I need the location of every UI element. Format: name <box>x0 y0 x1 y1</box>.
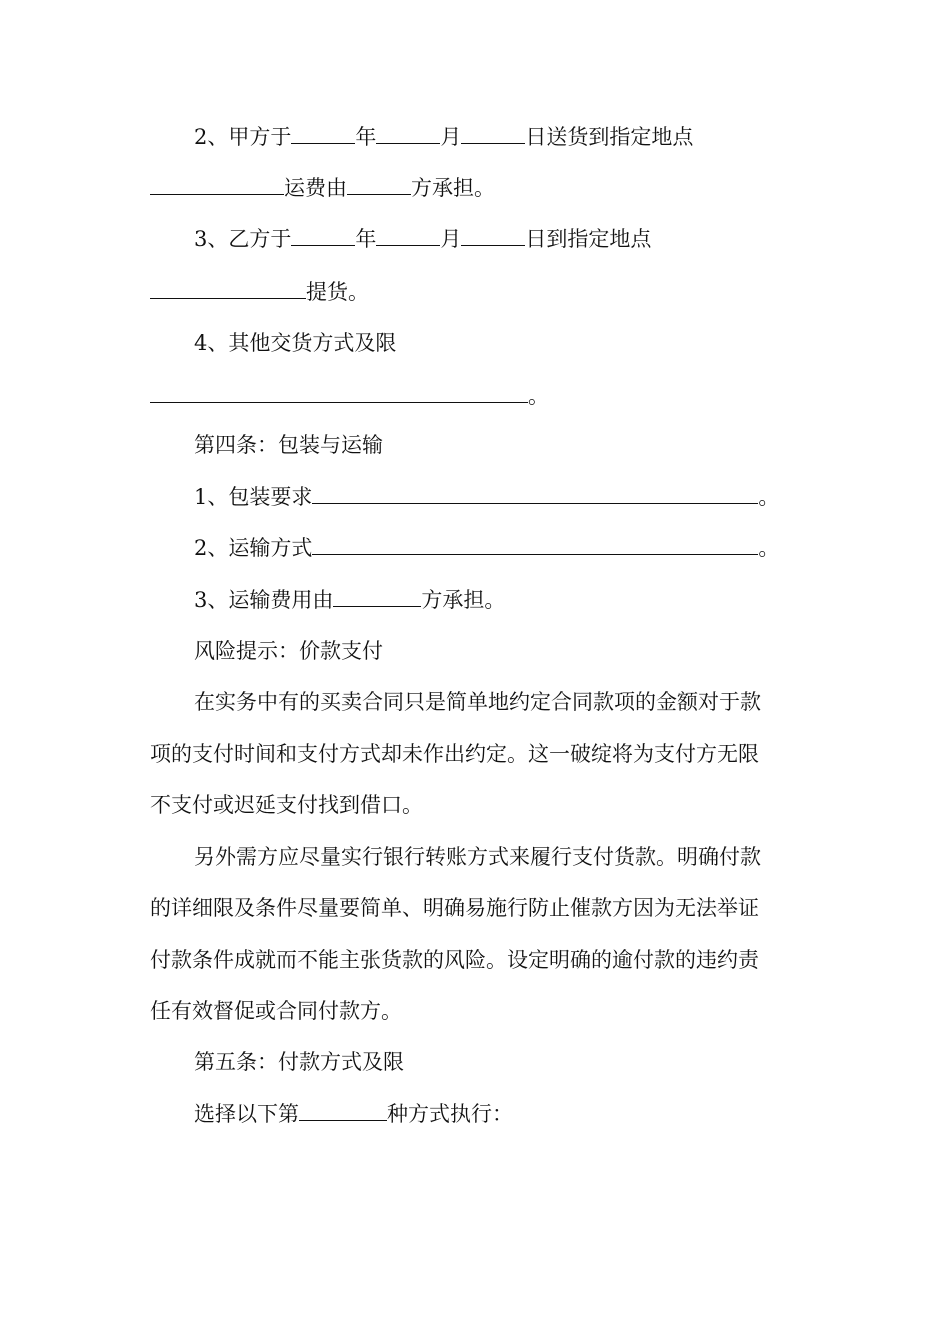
article-5-heading <box>194 1047 854 1077</box>
transport-method <box>194 533 854 563</box>
clause-3-pickup <box>150 277 810 307</box>
text: 年 <box>355 125 377 149</box>
text: 2、甲方于 <box>194 125 292 149</box>
article-4-heading <box>194 430 854 460</box>
text: 方承担。 <box>421 588 506 612</box>
clause-4-other <box>194 328 854 358</box>
blank-day[interactable] <box>461 225 525 246</box>
text: 日到指定地点 <box>525 227 652 251</box>
blank-month[interactable] <box>376 225 440 246</box>
paragraph-line <box>150 893 810 923</box>
text: 另外需方应尽量实行银行转账方式来履行支付货款。明确付款 <box>194 845 761 869</box>
blank-transport[interactable] <box>312 534 758 555</box>
clause-2-freight <box>150 173 810 203</box>
text: 月 <box>440 227 462 251</box>
text: 4、其他交货方式及限 <box>194 331 397 355</box>
transport-cost <box>194 585 854 615</box>
text: 第五条：付款方式及限 <box>194 1050 404 1074</box>
text: 。 <box>758 536 780 560</box>
paragraph-line <box>194 687 854 717</box>
text: 月 <box>440 125 462 149</box>
text: 不支付或迟延支付找到借口。 <box>150 793 423 817</box>
text: 项的支付时间和支付方式却未作出约定。这一破绽将为支付方无限 <box>150 742 759 766</box>
text: 风险提示：价款支付 <box>194 639 383 663</box>
clause-3-pickup-date <box>194 224 854 254</box>
paragraph-line <box>150 739 810 769</box>
blank-party[interactable] <box>347 174 411 195</box>
text: 2、运输方式 <box>194 536 313 560</box>
clause-4-blank-line <box>150 381 810 411</box>
blank-year[interactable] <box>291 123 355 144</box>
text: 在实务中有的买卖合同只是简单地约定合同款项的金额对于款 <box>194 690 761 714</box>
clause-2-delivery-date <box>194 122 854 152</box>
text: 种方式执行： <box>387 1102 513 1126</box>
text: 。 <box>758 485 780 509</box>
text: 第四条：包装与运输 <box>194 433 383 457</box>
text: 选择以下第 <box>194 1102 299 1126</box>
text: 方承担。 <box>411 176 495 200</box>
text: 1、包装要求 <box>194 485 313 509</box>
blank-month[interactable] <box>376 123 440 144</box>
blank-location[interactable] <box>150 174 284 195</box>
text: 任有效督促或合同付款方。 <box>150 999 402 1023</box>
text: 3、运输费用由 <box>194 588 334 612</box>
text: 年 <box>355 227 377 251</box>
text: 运费由 <box>284 176 347 200</box>
blank-year[interactable] <box>291 225 355 246</box>
packaging-requirements <box>194 482 854 512</box>
payment-option-select <box>194 1099 854 1129</box>
text: 。 <box>528 384 549 408</box>
blank-packaging[interactable] <box>312 483 758 504</box>
blank-location[interactable] <box>150 278 306 299</box>
text: 付款条件成就而不能主张货款的风险。设定明确的逾付款的违约责 <box>150 948 759 972</box>
text: 3、乙方于 <box>194 227 292 251</box>
text: 提货。 <box>306 280 369 304</box>
paragraph-line <box>194 842 854 872</box>
blank-party[interactable] <box>333 586 421 607</box>
text: 的详细限及条件尽量要简单、明确易施行防止催款方因为无法举证 <box>150 896 759 920</box>
paragraph-line <box>150 790 810 820</box>
blank-option-number[interactable] <box>299 1100 387 1121</box>
paragraph-line <box>150 945 810 975</box>
blank-day[interactable] <box>461 123 525 144</box>
text: 日送货到指定地点 <box>525 125 694 149</box>
paragraph-line <box>150 996 810 1026</box>
risk-tip-heading <box>194 636 854 666</box>
blank-other-methods[interactable] <box>150 382 528 403</box>
